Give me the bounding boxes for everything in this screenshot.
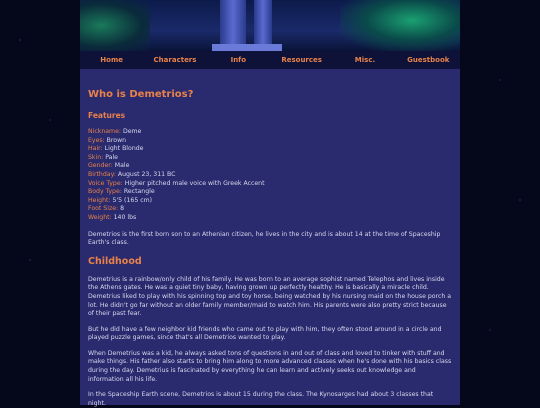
nav-info[interactable]: Info [230, 56, 247, 64]
feature-label: Skin: [88, 153, 104, 161]
feature-item [88, 188, 452, 197]
feature-item [88, 214, 452, 223]
feature-item [88, 171, 452, 180]
childhood-paragraph: But he did have a few neighbor kid friends who came out to play with him, they often stood around in a circle and played puzzle games, since that's all Demetrios wanted to play. [88, 325, 442, 342]
feature-value: 140 lbs [113, 213, 137, 221]
banner-glow-left [80, 0, 150, 51]
intro-paragraph: Demetrios is the first born son to an Athenian citizen, he lives in the city and is about 14 at the time of Spaceship Earth's class. [88, 230, 441, 247]
nav-characters[interactable]: Characters [153, 56, 197, 64]
feature-value: August 23, 311 BC [117, 170, 176, 178]
header-banner [80, 0, 460, 51]
feature-item [88, 205, 452, 214]
feature-label: Nickname: [88, 128, 121, 135]
feature-item [88, 137, 452, 146]
page-frame [80, 0, 460, 405]
feature-label: Hair: [88, 145, 103, 153]
page-title: Who is Demetrios? [88, 89, 194, 100]
feature-item [88, 197, 452, 206]
nav-guestbook[interactable]: Guestbook [407, 56, 450, 64]
feature-label: Eyes: [88, 136, 105, 144]
nav-home[interactable]: Home [100, 56, 124, 64]
childhood-paragraph: In the Spaceship Earth scene, Demetrios is about 15 during the class. The Kynosarges had about 3 classes that night. [88, 391, 434, 407]
childhood-paragraph: When Demetrius was a kid, he always asked tons of questions in and out of class and loved to tinker with stuff and make things. His father also starts to bring him along to more advanced classes when he's done with his basics class during the day. Demetrius is fascinated by everything he can learn and actively seeks out knowledge and information all his life. [88, 349, 452, 383]
main-content [80, 69, 460, 405]
feature-label: Gender: [88, 162, 113, 170]
nav-resources[interactable]: Resources [281, 56, 322, 64]
feature-label: Birthday: [88, 170, 116, 178]
feature-value: 8 [120, 205, 124, 213]
feature-item [88, 180, 452, 189]
feature-value: Light Blonde [104, 145, 144, 153]
features-heading: Features [88, 111, 126, 120]
feature-value: Higher pitched male voice with Greek Accent [124, 179, 265, 187]
feature-value: 5'5 (165 cm) [112, 196, 153, 204]
feature-value: Male [114, 162, 130, 170]
feature-value: Rectangle [123, 188, 155, 196]
childhood-paragraph: Demetrius is a rainbow/only child of his family. He was born to an average sophist named Telephos and lives inside the Athens gates. He was a quiet tiny baby, having grown up perfectly healthy. He is basically a miracle child. Demetrius liked to play with his spinning top and toy horse, being watched by his nursing maid on the house porch a lot. He didn't go far without an older family member/maid to watch him. His parents were also pretty strict because of their past fear. [88, 275, 452, 318]
feature-item [88, 154, 452, 163]
feature-label: Foot Size: [88, 205, 119, 213]
feature-item [88, 145, 452, 154]
feature-label: Height: [88, 196, 111, 204]
feature-label: Weight: [88, 213, 112, 221]
main-nav [80, 51, 460, 69]
feature-value: Pale [105, 153, 118, 161]
feature-item [88, 162, 452, 171]
feature-list [88, 128, 452, 223]
nav-misc[interactable]: Misc. [354, 56, 376, 64]
feature-item [88, 128, 452, 137]
feature-value: Brown [106, 136, 127, 144]
childhood-heading: Childhood [88, 255, 142, 267]
feature-label: Voice Type: [88, 179, 123, 187]
banner-glow-right [340, 0, 460, 51]
feature-label: Body Type: [88, 188, 122, 196]
banner-column-base [212, 44, 282, 51]
feature-value: Deme [122, 128, 142, 135]
